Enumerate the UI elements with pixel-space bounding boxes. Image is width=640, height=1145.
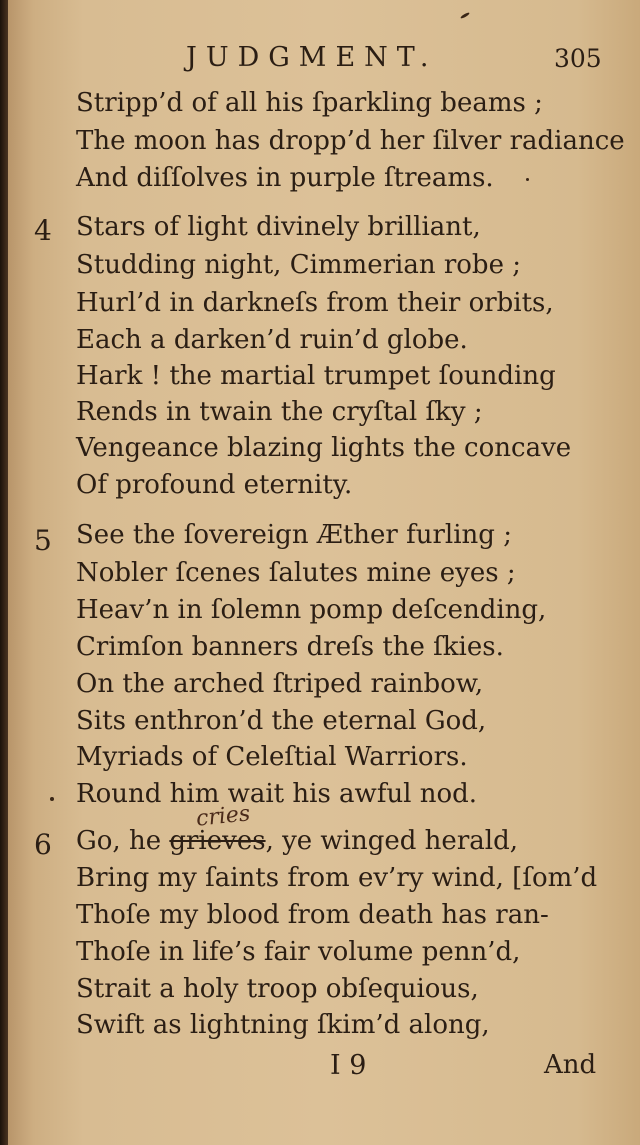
book-gutter	[0, 0, 8, 1145]
poem-line: Myriads of Celeſtial Warriors.	[76, 742, 468, 772]
poem-line: Strait a holy troop obſequious,	[76, 974, 479, 1004]
poem-line: Heav’n in ſolemn pomp deſcending,	[76, 595, 547, 625]
poem-line: Bring my ſaints from ev’ry wind, [ſom’d	[76, 863, 598, 893]
poem-line: Each a darken’d ruin’d globe.	[76, 325, 468, 355]
poem-line: Thoſe my blood from death has ran-	[76, 900, 549, 930]
ink-speck	[526, 178, 529, 181]
running-title: JUDGMENT.	[186, 42, 438, 73]
ink-speck	[50, 797, 54, 801]
poem-line: And diſſolves in purple ſtreams.	[76, 163, 494, 193]
stanza-number: 6	[34, 828, 52, 861]
poem-line: Crimſon banners dreſs the ſkies.	[76, 632, 504, 662]
book-page	[8, 0, 640, 1145]
poem-line: Hark ! the martial trumpet ſounding	[76, 361, 556, 391]
handwritten-correction: cries	[194, 801, 252, 832]
poem-line: Round him wait his awful nod.	[76, 779, 478, 809]
poem-line: Stripp’d of all his ſparkling beams ;	[76, 88, 543, 118]
poem-line: Sits enthron’d the eternal God,	[76, 706, 487, 736]
line-text: Go, he	[76, 826, 170, 856]
signature-mark: I 9	[330, 1050, 367, 1081]
poem-line: Vengeance blazing lights the concave	[76, 433, 572, 463]
poem-line	[76, 826, 518, 856]
poem-line: Thoſe in life’s fair volume penn’d,	[76, 937, 521, 967]
poem-line: Stars of light divinely brilliant,	[76, 212, 481, 242]
struck-word: grieves	[169, 826, 266, 856]
page-number: 305	[554, 44, 602, 73]
poem-line: Swift as lightning ſkim’d along,	[76, 1010, 490, 1040]
poem-line: See the ſovereign Æther furling ;	[76, 520, 512, 550]
poem-line: Studding night, Cimmerian robe ;	[76, 250, 521, 280]
ink-speck	[460, 12, 470, 20]
poem-line: On the arched ſtriped rainbow,	[76, 669, 484, 699]
poem-line: The moon has dropp’d her ſilver radiance	[76, 126, 625, 156]
poem-line: Hurl’d in darkneſs from their orbits,	[76, 288, 554, 318]
poem-line: Rends in twain the cryſtal ſky ;	[76, 397, 483, 427]
line-text: , ye winged herald,	[265, 826, 518, 856]
stanza-number: 5	[34, 524, 52, 557]
stanza-number: 4	[34, 214, 52, 247]
poem-line: Nobler ſcenes ſalutes mine eyes ;	[76, 558, 516, 588]
catchword: And	[544, 1050, 597, 1080]
poem-line: Of profound eternity.	[76, 470, 353, 500]
